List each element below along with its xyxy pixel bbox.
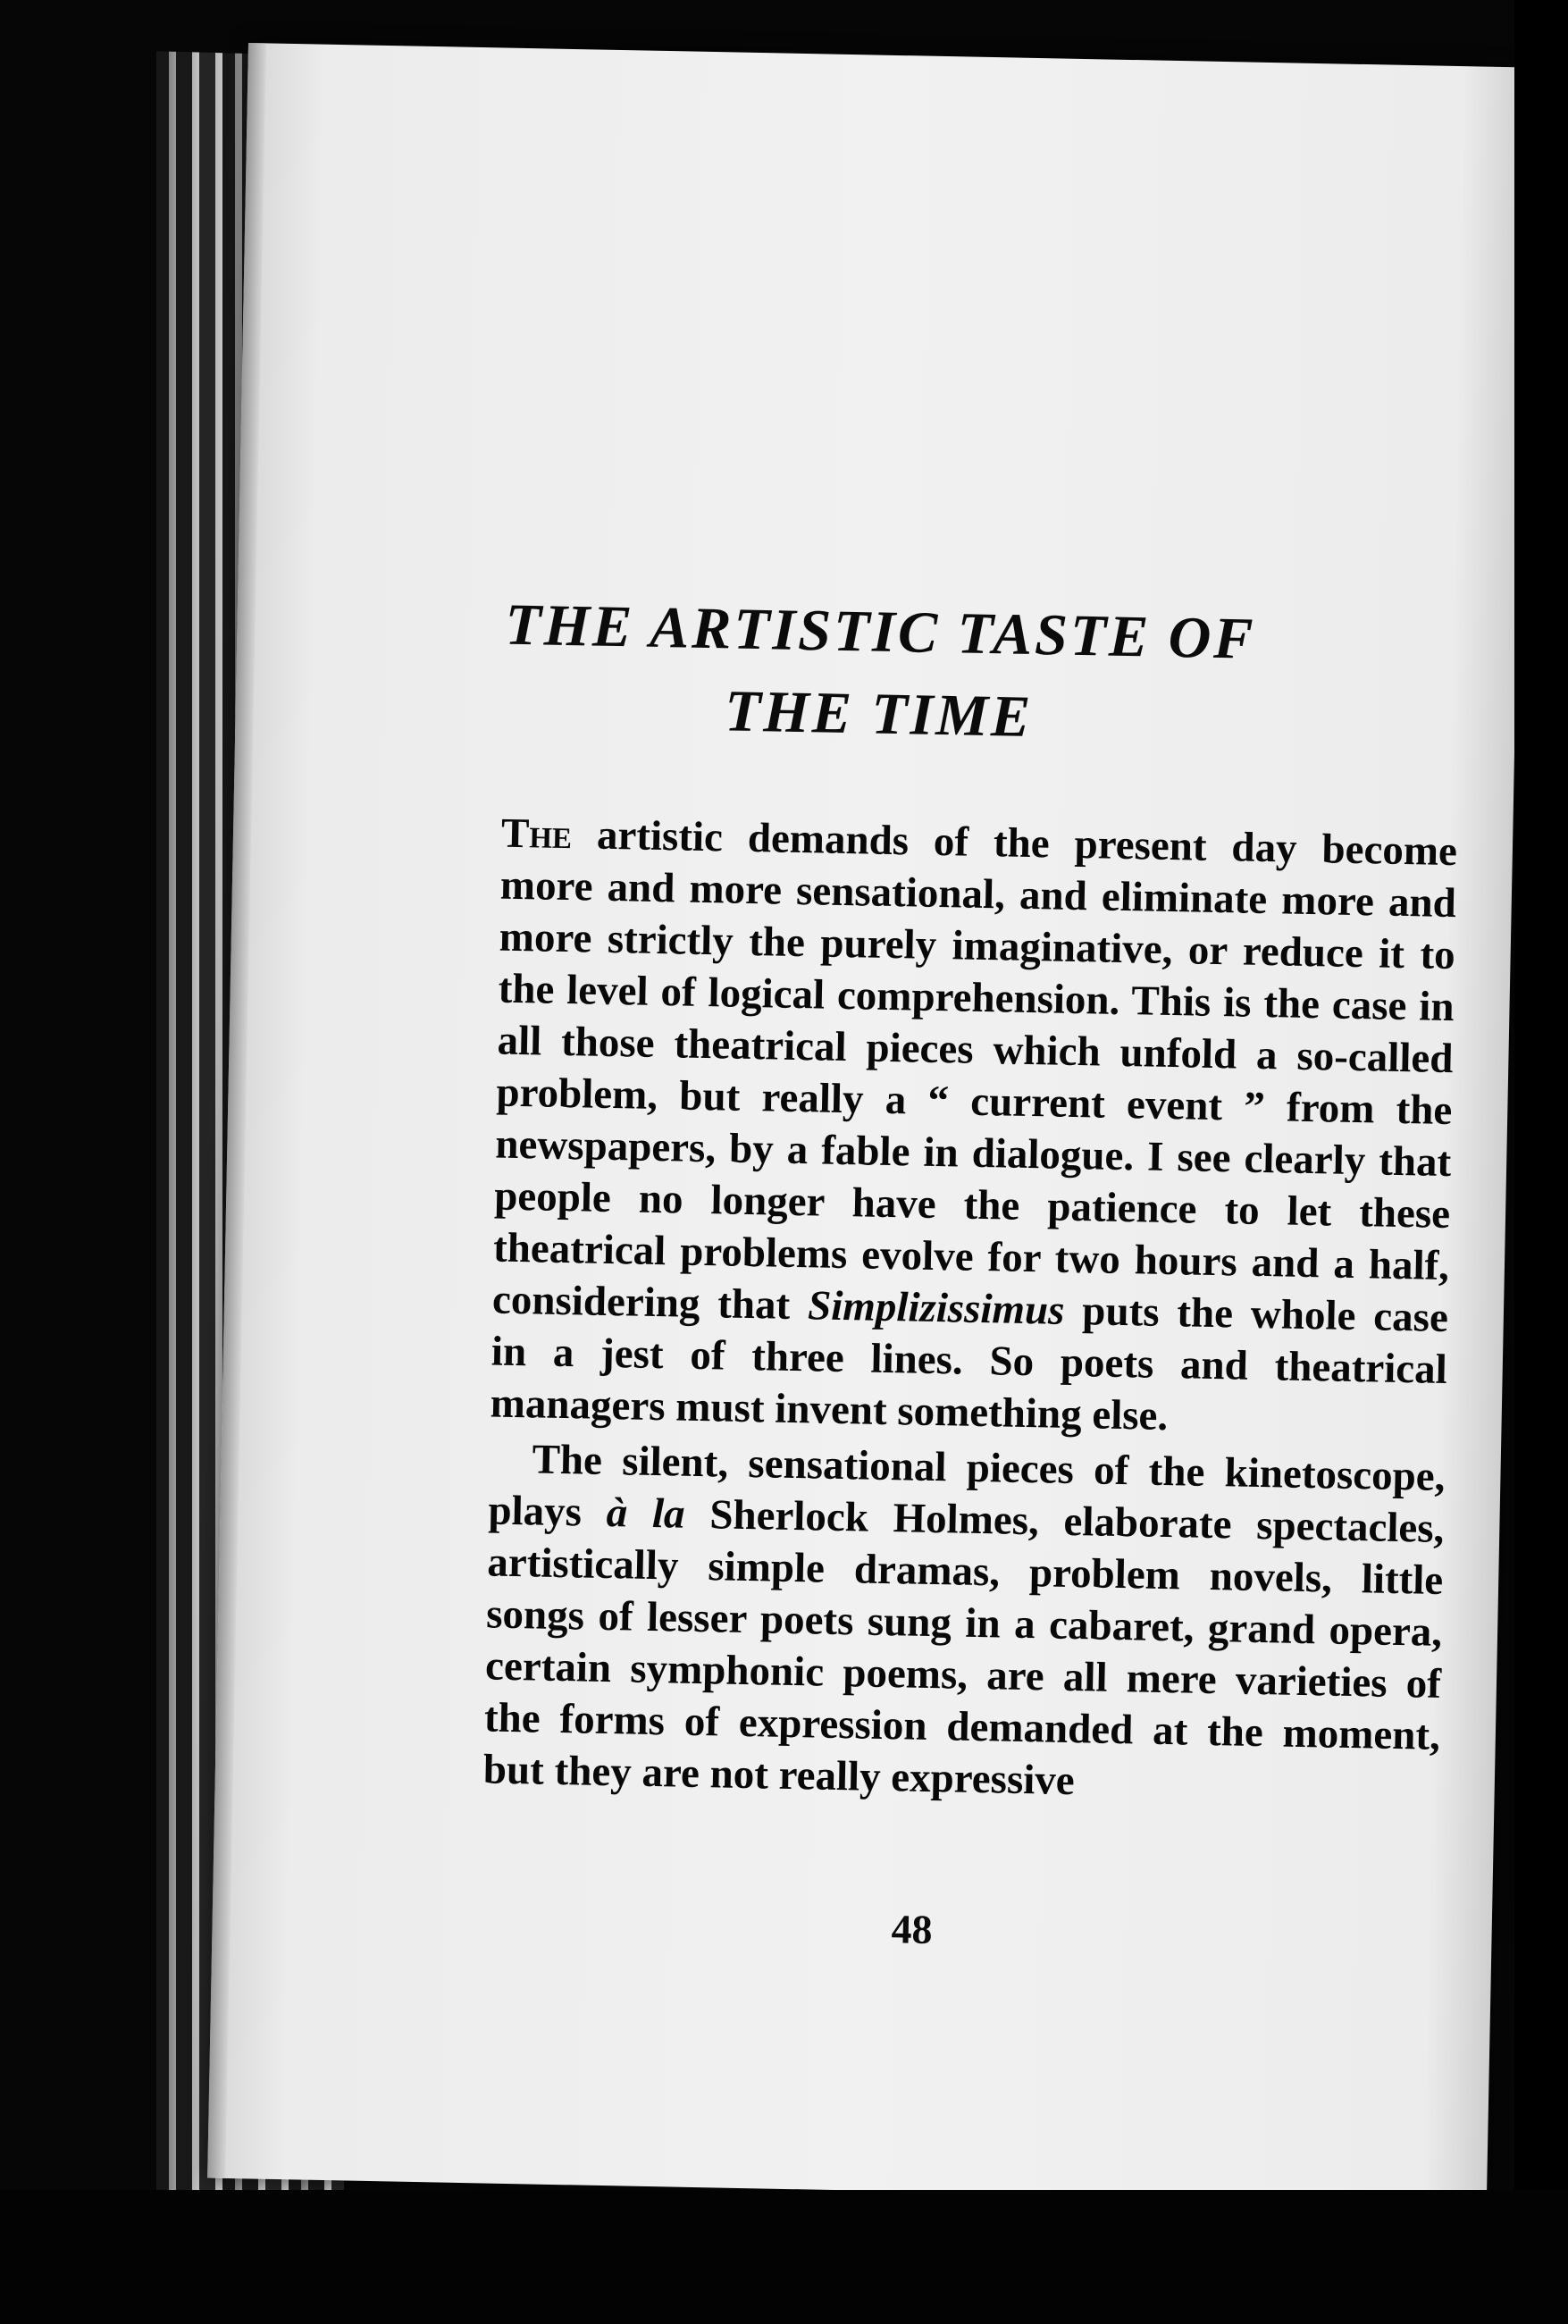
paragraph-2-text-end: Sherlock Holmes, elaborate spectacles, artistically simple dramas, problem novels, little songs of lesser poets sung in a cabaret, grand opera, certain symphonic poems, are all mere varieties of the forms of expression demanded at the moment, but they are not really expressive: [482, 1490, 1445, 1805]
chapter-heading: [414, 583, 1346, 765]
paragraph-1-text: artistic demands of the present day become more and more sensational, and eliminate more and more strictly the purely imaginative, or reduce it to the level of logical comprehension. This is the case in all those theatrical pieces which unfold a so-called problem, but really a “ current event ” from the newspapers, by a fable in dialogue. I see clearly that people no longer have the patience to let these theatrical problems evolve for two hours and a half, considering that: [491, 811, 1458, 1330]
book-page: [207, 43, 1528, 2202]
bottom-scan-border: [0, 2190, 1568, 2324]
paragraph-1-text-end: puts the whole case in a jest of three lines. So poets and theatrical managers must invent something else.: [490, 1287, 1449, 1440]
chapter-heading-line-1: THE ARTISTIC TASTE OF: [504, 591, 1257, 672]
chapter-heading-line-2: THE TIME: [724, 678, 1034, 750]
paragraph-2: [482, 1432, 1446, 1813]
paragraph-2-italic: à la: [606, 1489, 686, 1538]
paragraph-1: [490, 808, 1457, 1447]
body-text: [482, 808, 1457, 1814]
page-number: 48: [891, 1906, 934, 1953]
paragraph-1-lead: The: [500, 810, 573, 859]
paragraph-2-text-start: The silent, sensational pieces of the kinetoscope, plays: [488, 1436, 1446, 1536]
paragraph-1-italic: Simplizissimus: [807, 1282, 1065, 1334]
right-scan-border: [1514, 0, 1568, 2324]
